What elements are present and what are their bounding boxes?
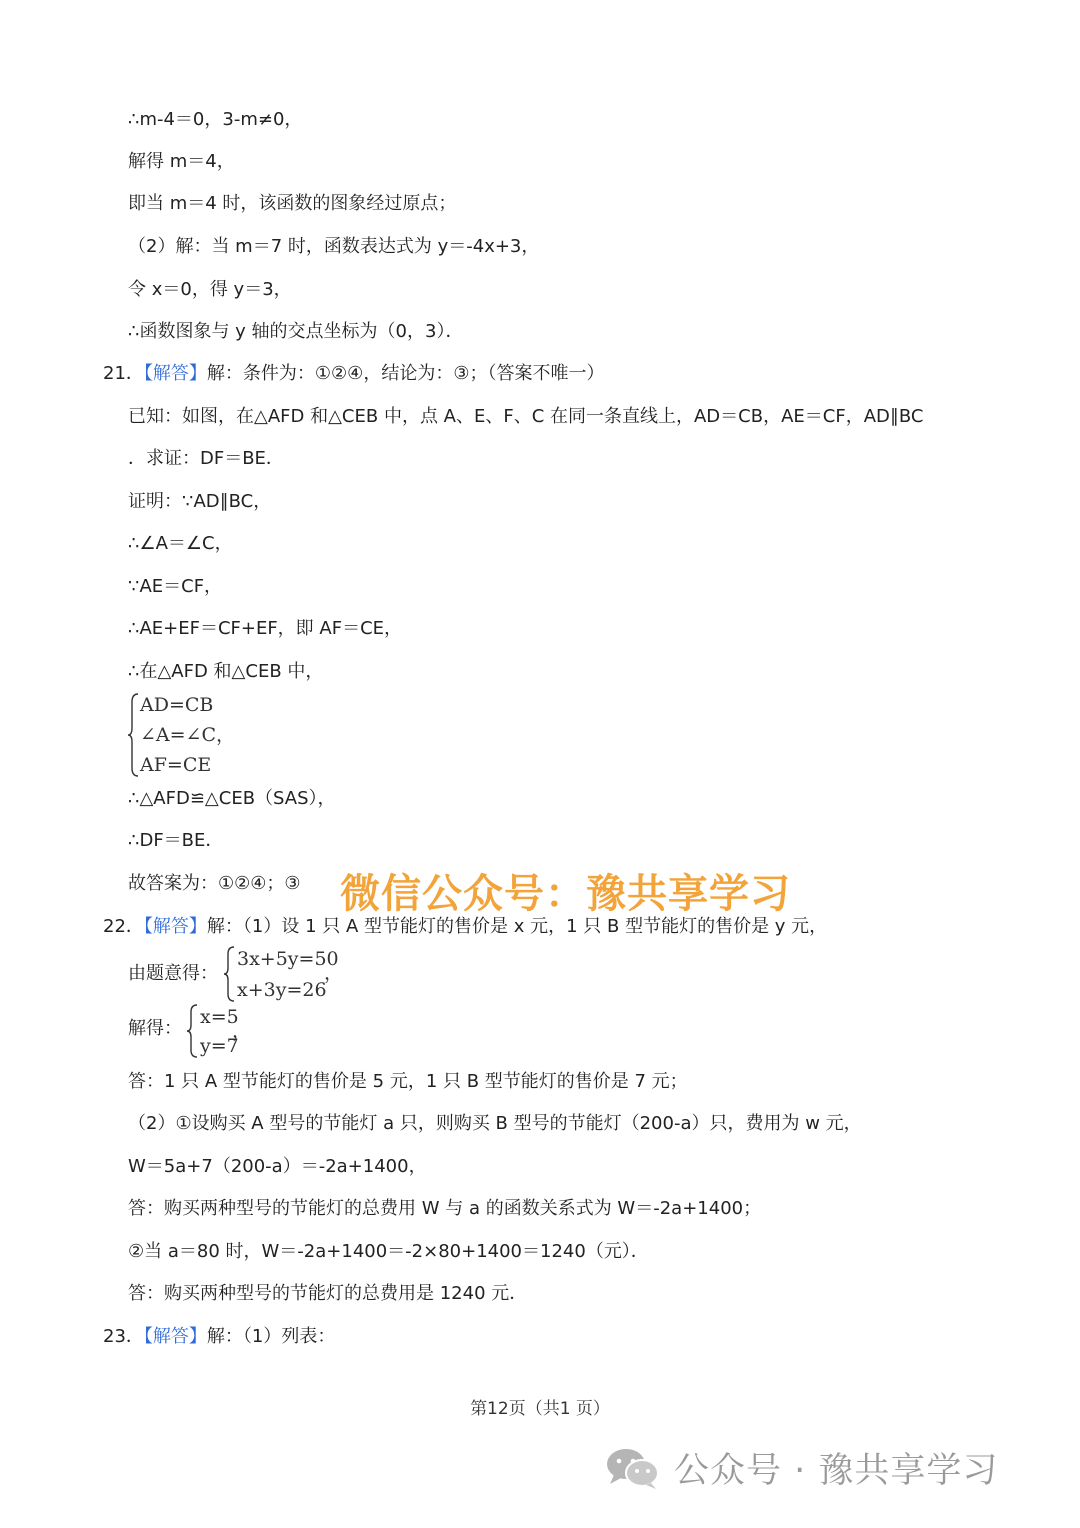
system-end: ， [324, 962, 344, 984]
system-end: ， [232, 1020, 252, 1042]
text-line: W＝5a+7（200-a）＝-2a+1400， [128, 1156, 427, 1177]
solve-label: 解得： [128, 1018, 182, 1039]
text-line: ∴m-4＝0，3-m≠0， [128, 109, 303, 130]
text-line: ∴函数图象与 y 轴的交点坐标为（0，3）． [128, 321, 464, 342]
brand-watermark [604, 1443, 998, 1493]
left-brace-icon [224, 945, 236, 1003]
question-21-heading [103, 362, 604, 386]
wechat-icon [604, 1446, 662, 1490]
left-brace-icon [187, 1003, 199, 1059]
question-22-heading [103, 915, 827, 939]
text-line: 故答案为：①②④；③ [128, 873, 301, 894]
left-brace-icon [128, 692, 140, 778]
watermark-text: 微信公众号：豫共享学习 [340, 871, 791, 917]
answer-tag: 【解答】 [143, 363, 207, 384]
text-line: 答：1 只 A 型节能灯的售价是 5 元，1 只 B 型节能灯的售价是 7 元； [128, 1071, 688, 1092]
answer-intro: 解：（1）设 1 只 A 型节能灯的售价是 x 元，1 只 B 型节能灯的售价是 y 元， [206, 916, 828, 937]
answer-tag: 【解答】 [143, 1326, 207, 1347]
question-23-heading [103, 1325, 335, 1349]
text-line: ．求证：DF＝BE． [128, 448, 284, 469]
question-number: 21． [103, 363, 144, 384]
text-line: 解得 m＝4， [128, 151, 235, 172]
brand-text: 公众号 · 豫共享学习 [674, 1451, 999, 1491]
system-line: x+3y=26 [237, 979, 327, 1001]
system-line: AF=CE [140, 754, 212, 776]
text-line: 答：购买两种型号的节能灯的总费用是 1240 元． [128, 1283, 528, 1304]
given-label: 由题意得： [128, 963, 218, 984]
answer-tag: 【解答】 [143, 916, 207, 937]
text-line: ∴AE+EF＝CF+EF，即 AF＝CE， [128, 618, 403, 639]
system-line: AD=CB [140, 694, 214, 716]
text-line: （2）解：当 m＝7 时，函数表达式为 y＝-4x+3， [128, 236, 540, 257]
equation-system [224, 945, 344, 1005]
text-line: ∴△AFD≌△CEB（SAS）， [128, 788, 336, 809]
text-line: ②当 a＝80 时，W＝-2a+1400＝-2×80+1400＝1240（元）． [128, 1241, 649, 1262]
page-footer: 第12页（共1 页） [470, 1399, 610, 1419]
solution-system [187, 1003, 257, 1061]
question-number: 22． [103, 916, 144, 937]
text-line: 答：购买两种型号的节能灯的总费用 W 与 a 的函数关系式为 W＝-2a+1400； [128, 1198, 762, 1219]
system-line: x=5 [200, 1006, 239, 1028]
text-line: 已知：如图，在△AFD 和△CEB 中，点 A、E、F、C 在同一条直线上，AD＝CB，AE＝CF，AD∥BC [128, 406, 924, 427]
text-line: 即当 m＝4 时，该函数的图象经过原点； [128, 193, 457, 214]
congruence-system [128, 692, 268, 778]
text-line: ∴DF＝BE． [128, 830, 224, 851]
question-number: 23． [103, 1326, 144, 1347]
text-line: ∴在△AFD 和△CEB 中， [128, 661, 324, 682]
system-line: y=7 [200, 1035, 239, 1057]
text-line: 令 x＝0，得 y＝3， [128, 279, 292, 300]
text-line: （2）①设购买 A 型号的节能灯 a 只，则购买 B 型号的节能灯（200-a）只，费用为 w 元， [128, 1113, 862, 1134]
system-line: 3x+5y=50 [237, 948, 339, 970]
text-line: ∵AE＝CF， [128, 576, 223, 597]
system-line: ∠A=∠C， [140, 724, 236, 746]
answer-intro: 解：条件为：①②④，结论为：③；（答案不唯一） [206, 363, 605, 384]
text-line: ∴∠A＝∠C， [128, 533, 233, 554]
answer-intro: 解：（1）列表： [206, 1326, 336, 1347]
text-line: 证明：∵AD∥BC， [128, 491, 272, 512]
